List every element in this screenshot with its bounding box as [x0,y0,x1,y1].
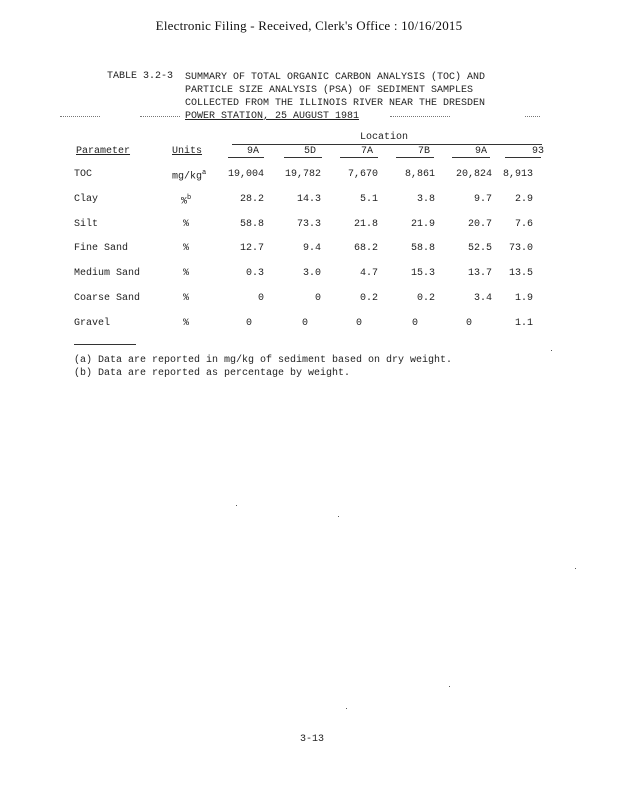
caption-line: PARTICLE SIZE ANALYSIS (PSA) OF SEDIMENT SAMPLES [185,85,474,96]
col-header-parameter: Parameter [76,146,131,157]
col-header-location: 7B [417,146,430,157]
value-cell: 7.6 [514,219,533,230]
header-rule [505,157,541,158]
unit-footnote-mark: b [187,194,192,202]
header-rule [340,157,378,158]
header-rule [452,157,490,158]
dotted-rule [140,116,180,117]
scan-speck [346,708,347,709]
param-cell: TOC [74,169,93,180]
value-cell: 3.0 [302,268,321,279]
value-cell: 21.9 [410,219,435,230]
value-cell: 58.8 [239,219,264,230]
value-cell: 15.3 [410,268,435,279]
col-header-location: 9A [246,146,259,157]
value-cell: 0 [257,293,264,304]
footnote-b: (b) Data are reported as percentage by weight. [74,368,351,379]
caption-line: POWER STATION, 25 AUGUST 1981 [185,111,360,122]
param-cell: Gravel [74,318,111,329]
value-cell: 2.9 [514,194,533,205]
header-rule [228,157,264,158]
value-cell: 13.7 [467,268,492,279]
unit-footnote-mark: a [202,169,207,177]
value-cell: 20,824 [455,169,492,180]
unit-cell: % [183,293,190,304]
value-cell: 0.2 [416,293,435,304]
value-cell: 21.8 [353,219,378,230]
value-cell: 58.8 [410,243,435,254]
param-cell: Silt [74,219,99,230]
value-cell: 8,913 [502,169,533,180]
dotted-rule [390,116,450,117]
page-number: 3-13 [300,734,325,745]
value-cell: 1.9 [514,293,533,304]
value-cell: 7,670 [347,169,378,180]
value-cell: 0 [245,318,252,329]
value-cell: 19,782 [284,169,321,180]
value-cell: 5.1 [359,194,378,205]
value-cell: 3.4 [473,293,492,304]
footnote-a: (a) Data are reported in mg/kg of sediment based on dry weight. [74,355,453,366]
caption-line: COLLECTED FROM THE ILLINOIS RIVER NEAR THE DRESDEN [185,98,486,109]
unit-cell: % [183,318,190,329]
value-cell: 0.2 [359,293,378,304]
location-label: Location [360,132,409,143]
value-cell: 68.2 [353,243,378,254]
value-cell: 9.4 [302,243,321,254]
value-cell: 13.5 [508,268,533,279]
value-cell: 3.8 [416,194,435,205]
param-cell: Coarse Sand [74,293,141,304]
value-cell: 0 [465,318,472,329]
header-rule [396,157,434,158]
col-header-units: Units [172,146,203,157]
scan-speck [338,516,339,517]
value-cell: 19,004 [227,169,264,180]
value-cell: 20.7 [467,219,492,230]
col-header-location: 5D [303,146,316,157]
value-cell: 8,861 [404,169,435,180]
dotted-rule [60,116,100,117]
unit-cell: %$^b$ [181,194,192,208]
unit-cell: % [183,219,190,230]
value-cell: 12.7 [239,243,264,254]
scan-speck [236,505,237,506]
scan-speck [449,686,450,687]
value-cell: 9.7 [473,194,492,205]
value-cell: 1.1 [514,318,533,329]
scan-speck [575,568,576,569]
unit-cell: % [183,243,190,254]
footnote-rule [74,344,136,345]
param-cell: Fine Sand [74,243,129,254]
value-cell: 73.3 [296,219,321,230]
value-cell: 0 [301,318,308,329]
param-cell: Clay [74,194,99,205]
col-header-location: 9A [474,146,487,157]
value-cell: 14.3 [296,194,321,205]
caption-line: SUMMARY OF TOTAL ORGANIC CARBON ANALYSIS (TOC) AND [185,72,486,83]
value-cell: 0 [314,293,321,304]
scan-speck [551,350,552,351]
header-rule [284,157,322,158]
value-cell: 52.5 [467,243,492,254]
unit-cell: $mg/kg^a$ [172,169,207,183]
value-cell: 0.3 [245,268,264,279]
param-cell: Medium Sand [74,268,141,279]
value-cell: 4.7 [359,268,378,279]
col-header-location: 93 [531,146,544,157]
value-cell: 28.2 [239,194,264,205]
value-cell: 0 [411,318,418,329]
col-header-location: 7A [360,146,373,157]
location-rule [232,144,542,145]
unit-cell: % [183,268,190,279]
value-cell: 0 [355,318,362,329]
value-cell: 73.0 [508,243,533,254]
filing-header: Electronic Filing - Received, Clerk's Office : 10/16/2015 [155,18,463,33]
table-label: TABLE 3.2-3 [107,71,174,82]
dotted-rule [525,116,540,117]
